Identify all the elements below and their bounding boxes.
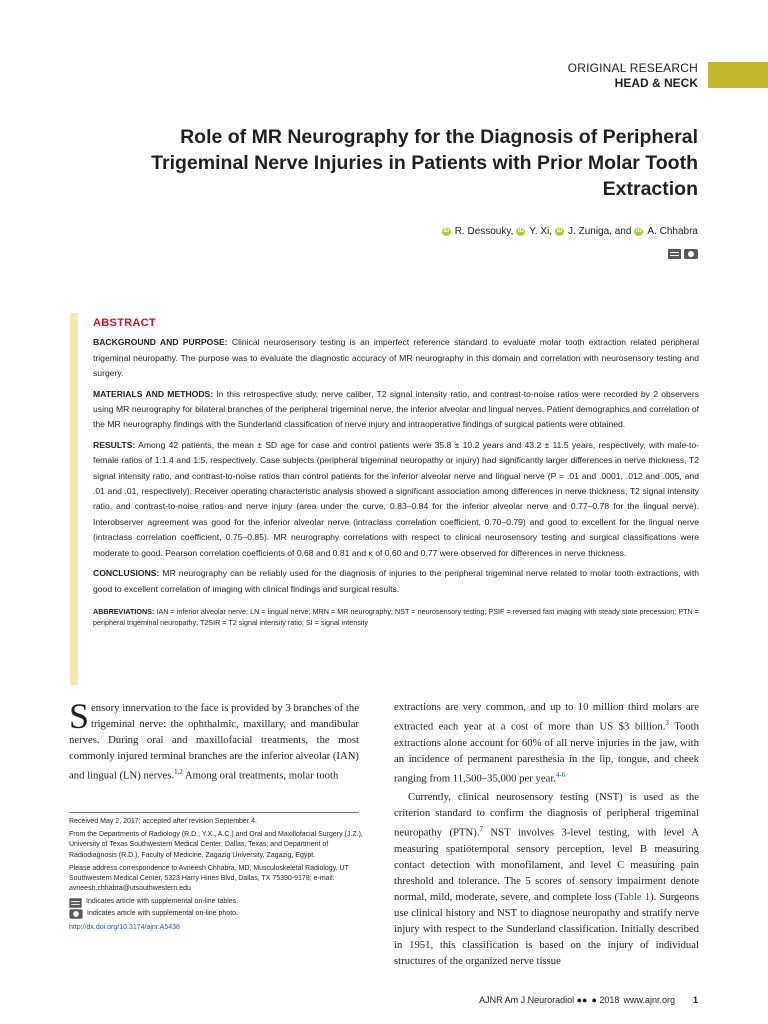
supplemental-photo-icon[interactable] <box>684 249 698 259</box>
issue-date: ● 2018 <box>591 995 620 1005</box>
abstract-conclusions <box>93 566 699 597</box>
body-text: Currently, clinical neurosensory testing (NST) is used as the criterion standard to confirm the diagnosis of peripheral trigeminal neuropathy (PTN). <box>394 791 699 839</box>
supplemental-tables-note <box>69 897 364 907</box>
correspondence-note: Please address correspondence to Avneesh Chhabra, MD, Musculoskeletal Radiology, UT Southwestern Medical Center, 5323 Harry Hines Blvd, Dallas, TX 75390-9178; e-mail: avneesh.chhabra@utsouthwestern.edu <box>69 864 349 893</box>
table-link[interactable]: Table 1 <box>618 890 651 903</box>
abstract-label: RESULTS: <box>93 439 136 450</box>
orcid-icon[interactable]: iD <box>443 228 450 234</box>
drop-cap: S <box>69 696 90 736</box>
abstract-text: MR neurography can be reliably used for the diagnosis of injuries to the peripheral trigeminal nerve related to molar tooth extractions, with good to excellent correlation of imaging with clinical findings and surgical results. <box>93 568 699 594</box>
body-text: Among oral treatments, molar tooth <box>182 769 339 782</box>
author-name: Y. Xi, <box>529 226 553 237</box>
received-note: Received May 2, 2017; accepted after revision September 4. <box>69 818 257 825</box>
abbreviations-label: ABBREVIATIONS: <box>93 606 155 616</box>
orcid-icon[interactable]: iD <box>635 228 642 234</box>
supplemental-icons <box>668 249 698 259</box>
reference[interactable]: 1,2 <box>174 768 183 776</box>
abbreviations <box>93 606 699 628</box>
body-text: Tooth extractions alone account for 60% of all nerve injuries in the jaw, with an incidence of permanent paresthesia in the lip, tongue, and cheek ranging from 11,500–35,000 per year. <box>394 720 699 785</box>
abstract-label: MATERIALS AND METHODS: <box>93 388 214 399</box>
affiliation-note: From the Departments of Radiology (R.D., Y.X., A.C.) and Oral and Maxillofacial Surgery (J.Z.), University of Texas Southwestern Medical Center, Dallas, Texas; and Department of Radiodiagnosis (R.D.), Faculty of Medicine, Zagazig University, Zagazig, Egypt. <box>69 831 363 859</box>
body-text: extractions are very common, and up to 10 million third molars are extracted each year at a cost of more than US $3 billion. <box>394 701 699 733</box>
abstract-methods <box>93 387 699 433</box>
abstract-label: BACKGROUND AND PURPOSE: <box>93 337 228 348</box>
article-title: Role of MR Neurography for the Diagnosis of Peripheral Trigeminal Nerve Injuries in Patients with Prior Molar Tooth Extraction <box>151 126 698 200</box>
body-left-column <box>69 696 359 784</box>
reference[interactable]: 3 <box>665 719 669 727</box>
abstract-text: Clinical neurosensory testing is an imperfect reference standard to evaluate molar tooth extraction related peripheral trigeminal neuropathy. The purpose was to evaluate the diagnostic accuracy of MR neurography in this domain and correlation with neurosensory testing and surgery. <box>93 337 699 379</box>
author-list <box>442 226 698 237</box>
footnotes <box>69 817 364 936</box>
body-text: NST involves 3-level testing, with level A measuring spatiotemporal sensory perception, level B measuring contact detection with monofilament, and level C measuring pain threshold and tolerance. The 5 scores of sensory impairment denote normal, mild, moderate, severe, and complete loss ( <box>394 826 699 903</box>
body-right-column <box>394 699 699 969</box>
journal-name: AJNR Am J Neuroradiol ●● <box>479 995 588 1005</box>
supplemental-photo-icon[interactable] <box>69 909 82 919</box>
body-paragraph <box>394 789 699 969</box>
orcid-icon[interactable]: iD <box>556 228 563 234</box>
abstract-heading: ABSTRACT <box>93 317 156 329</box>
reference[interactable]: 7 <box>479 825 483 834</box>
body-text: ensory innervation to the face is provided by 3 branches of the trigeminal nerve: the ophthalmic, maxillary, and mandibular nerves. During oral and maxillofacial treatments, the most commonly injured terminal branches are the inferior alveolar (IAN) and lingual (LN) nerves. <box>69 702 359 782</box>
abstract-results <box>93 438 699 561</box>
abstract <box>93 316 699 633</box>
abstract-label: CONCLUSIONS: <box>93 568 160 579</box>
section-color-bar <box>708 62 768 88</box>
note-text: Indicates article with supplemental on-line photo. <box>87 909 238 917</box>
abstract-text: Among 42 patients, the mean ± SD age for case and control patients were 35.8 ± 10.2 years and 43.2 ± 11.5 years, respectively, with male-to-female ratios of 1:1.4 and 1:5, respectively. Case subjects (peripheral trigeminal neuropathy or injury) had significantly larger differences in nerve thickness, T2 signal intensity ratio, and contrast-to-noise ratios than control patients for the inferior alveolar nerve and lingual nerve (P = .01 and .0001, .012 and .005, and .01 and .01, respectively). Receiver operating characteristic analysis showed a significant association among differences in nerve thickness, T2 signal intensity ratio, and contrast-to-noise ratios and nerve injury (area under the curve, 0.83–0.84 for the inferior alveolar nerve and 0.77–0.78 for the lingual nerve). Interobserver agreement was good for the inferior alveolar nerve (intraclass correlation coefficient, 0.70–0.79) and good to excellent for the lingual nerve (intraclass correlation coefficient, 0.75–0.85). MR neurography correlations with respect to clinical neurosensory testing and surgical classifications were moderate to good. Pearson correlation coefficients of 0.68 and 0.81 and κ of 0.60 and 0.77 were observed for differences in nerve thickness. <box>93 439 699 558</box>
author-name: A. Chhabra <box>647 226 698 237</box>
note-text: Indicates article with supplemental on-line tables. <box>86 898 239 906</box>
author-name: J. Zuniga, and <box>568 226 632 237</box>
intro-paragraph <box>69 696 359 784</box>
author-name: R. Dessouky, <box>454 226 514 237</box>
abbreviations-text: IAN = inferior alveolar nerve; LN = lingual nerve; MRN = MR neurography; NST = neurosensory testing; PSIF = reversed fast imaging with steady state precession; PTN = peripheral trigeminal neuropathy; T2SIR = T2 signal intensity ratio; SI = signal intensity <box>93 606 699 627</box>
supplemental-photo-note <box>69 909 364 919</box>
supplemental-table-icon[interactable] <box>668 249 681 259</box>
subsection-label: HEAD & NECK <box>614 76 698 90</box>
supplemental-table-icon[interactable] <box>69 898 81 908</box>
doi-link[interactable]: http://dx.doi.org/10.3174/ajnr.A5438 <box>69 923 180 931</box>
body-text: ). Surgeons use clinical history and NST to diagnose neuropathy and stratify nerve injury with respect to the Sunderland classification. Initially described in 1951, this classification is based on the injury of individual structures of the organized nerve tissue <box>394 890 699 967</box>
body-paragraph <box>394 699 699 786</box>
abstract-side-bar <box>70 313 78 685</box>
footnote-divider <box>69 812 359 813</box>
section-label: ORIGINAL RESEARCH <box>567 61 698 75</box>
abstract-text: In this retrospective study, nerve caliber, T2 signal intensity ratio, and contrast-to-noise ratios were recorded by 2 observers using MR neurography for bilateral branches of the peripheral trigeminal nerve, the inferior alveolar and lingual nerves. Patient demographics and correlation of the MR neurography findings with the Sunderland classification of nerve injury and intraoperative findings of surgical patients were obtained. <box>93 388 699 430</box>
reference[interactable]: 4-6 <box>555 770 566 779</box>
orcid-icon[interactable]: iD <box>517 228 524 234</box>
page-number: 1 <box>692 995 698 1005</box>
abstract-background <box>93 335 699 381</box>
page-footer <box>479 995 698 1005</box>
journal-url[interactable]: www.ajnr.org <box>623 995 675 1005</box>
